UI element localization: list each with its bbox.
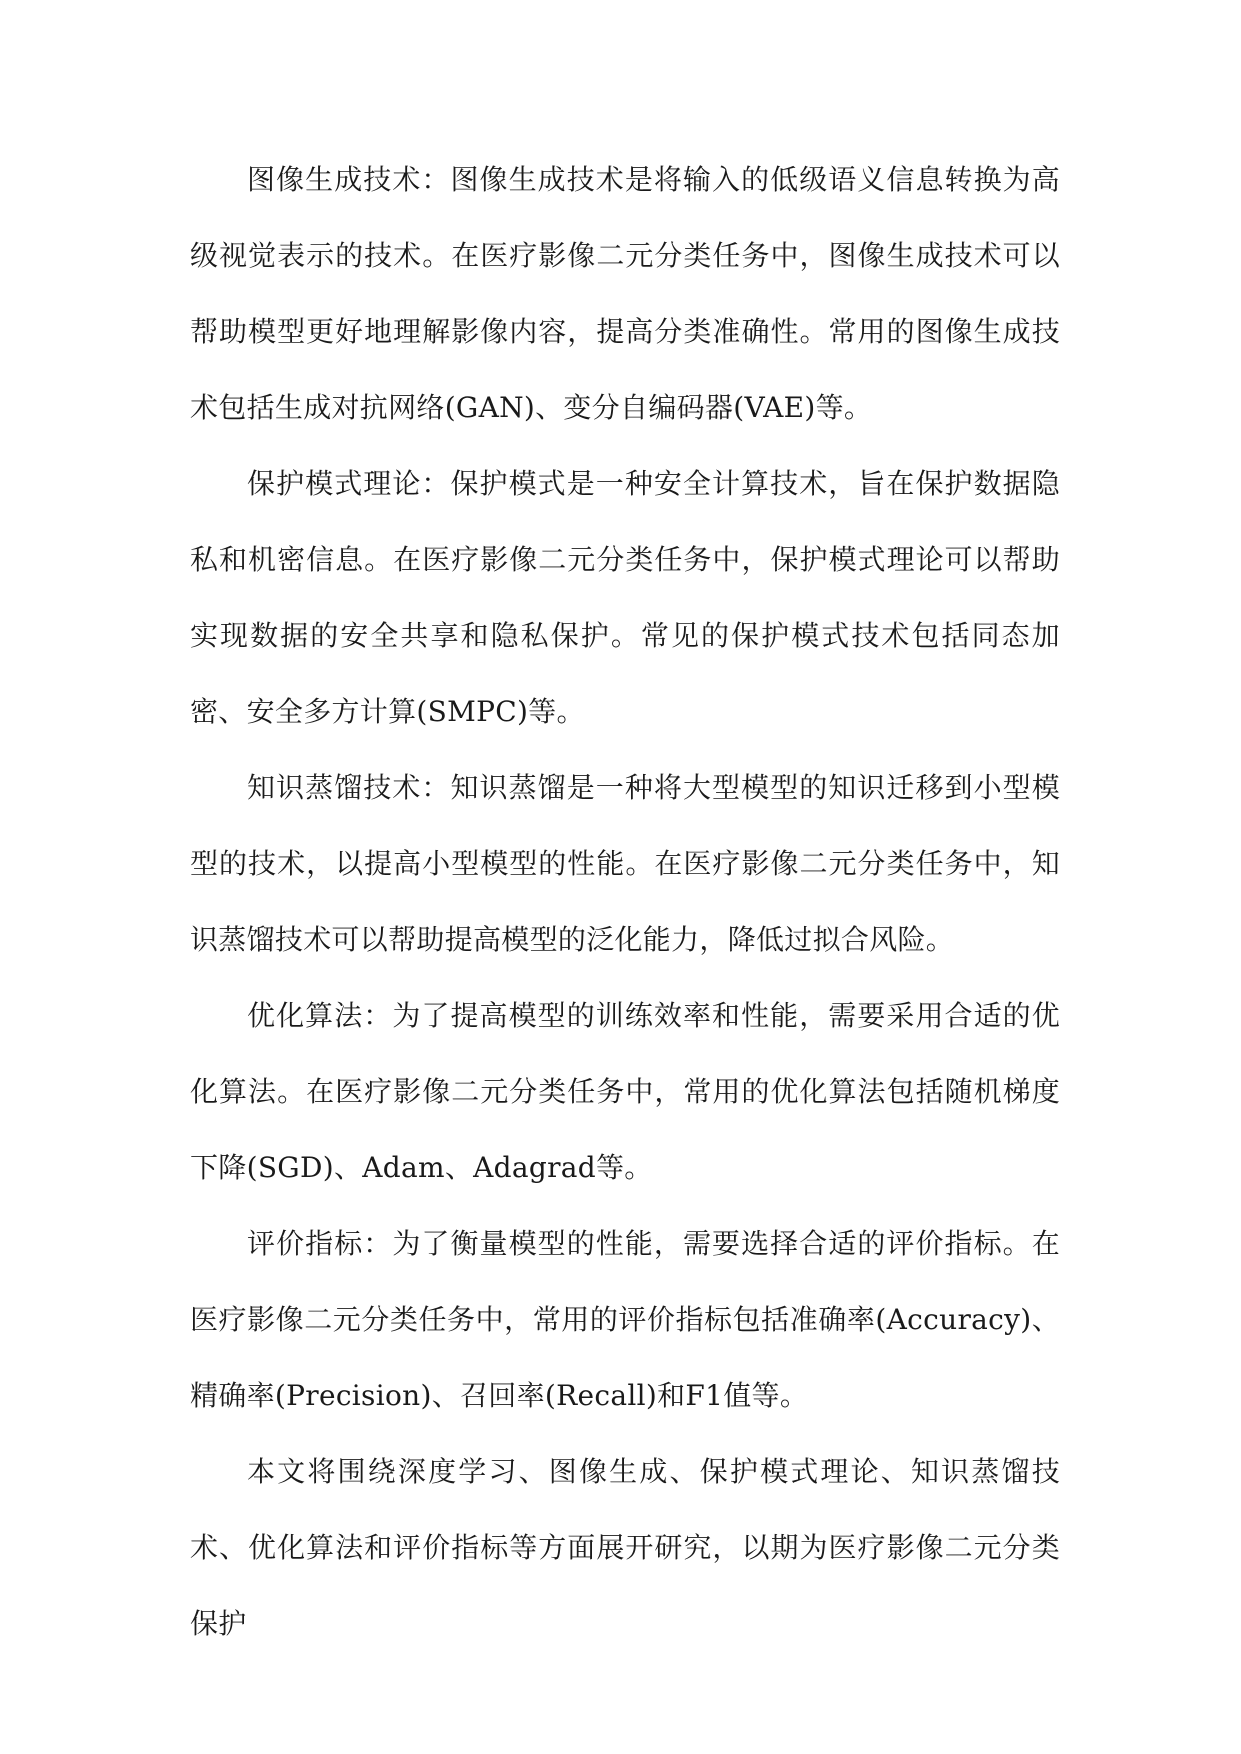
paragraph-image-generation: 图像生成技术：图像生成技术是将输入的低级语义信息转换为高级视觉表示的技术。在医疗影像二元分类任务中，图像生成技术可以帮助模型更好地理解影像内容，提高分类准确性。常用的图像生成技术包括生成对抗网络(GAN)、变分自编码器(VAE)等。 [190, 163, 1060, 424]
paragraph-research-summary: 本文将围绕深度学习、图像生成、保护模式理论、知识蒸馏技术、优化算法和评价指标等方面展开研究，以期为医疗影像二元分类保护 [190, 1455, 1060, 1640]
paragraph-evaluation-metrics: 评价指标：为了衡量模型的性能，需要选择合适的评价指标。在医疗影像二元分类任务中，常用的评价指标包括准确率(Accuracy)、精确率(Precision)、召回率(Recall)和F1值等。 [190, 1227, 1060, 1412]
paragraph-optimization-algorithm: 优化算法：为了提高模型的训练效率和性能，需要采用合适的优化算法。在医疗影像二元分类任务中，常用的优化算法包括随机梯度下降(SGD)、Adam、Adagrad等。 [190, 999, 1060, 1184]
paragraph-protection-mode: 保护模式理论：保护模式是一种安全计算技术，旨在保护数据隐私和机密信息。在医疗影像二元分类任务中，保护模式理论可以帮助实现数据的安全共享和隐私保护。常见的保护模式技术包括同态加密、安全多方计算(SMPC)等。 [190, 467, 1060, 728]
document-body [190, 142, 1060, 1662]
paragraph-knowledge-distillation: 知识蒸馏技术：知识蒸馏是一种将大型模型的知识迁移到小型模型的技术，以提高小型模型的性能。在医疗影像二元分类任务中，知识蒸馏技术可以帮助提高模型的泛化能力，降低过拟合风险。 [190, 771, 1060, 956]
